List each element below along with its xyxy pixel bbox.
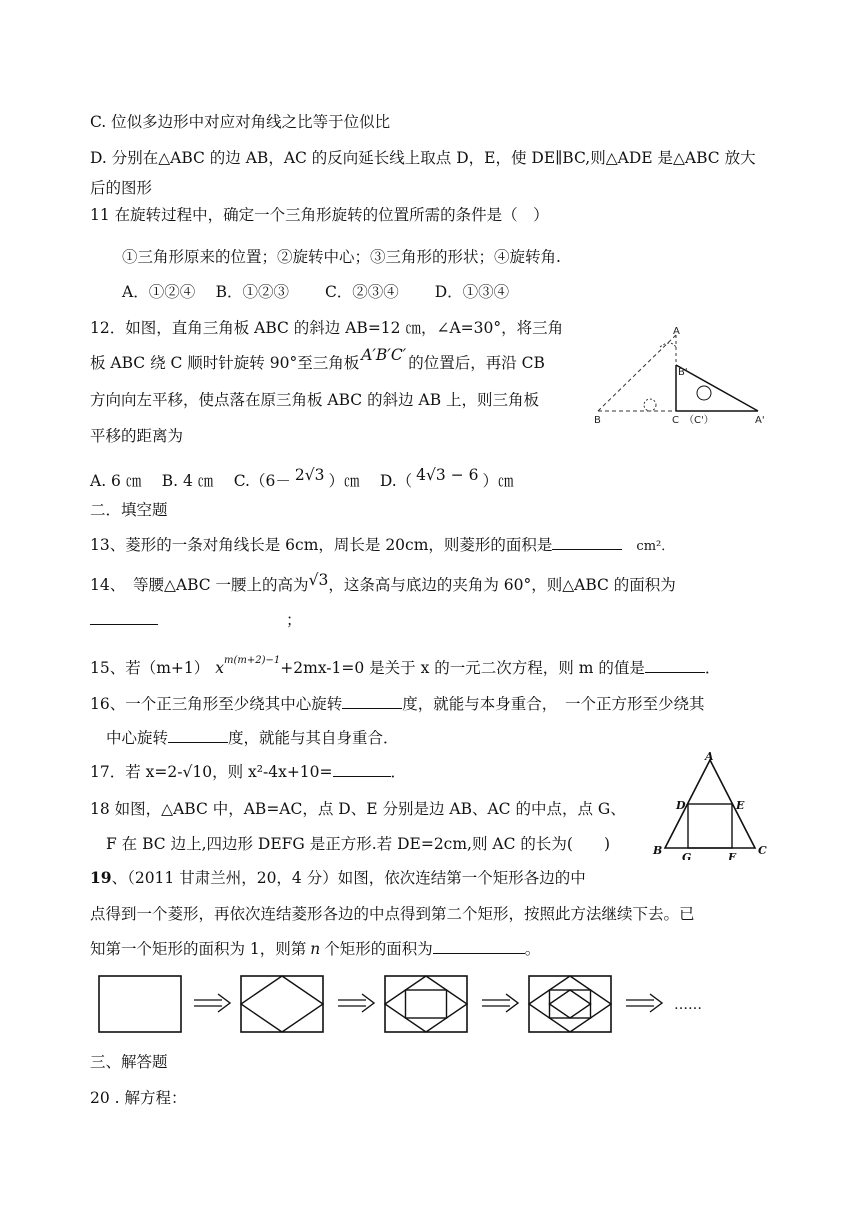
arrow-4: [626, 994, 662, 1012]
question-11: 11 在旋转过程中，确定一个三角形旋转的位置所需的条件是（ ）: [90, 206, 549, 224]
question-12-options: A. 6 ㎝ B. 4 ㎝ C.（6－ 2√3 ）㎝ D.（ 4√3 − 6 ）㎝: [90, 466, 514, 490]
label-d: D: [676, 799, 686, 812]
question-20: 20 . 解方程：: [90, 1089, 187, 1107]
question-18-line2: F 在 BC 边上,四边形 DEFG 是正方形.若 DE=2cm,则 AC 的长为( ): [106, 835, 610, 853]
question-16-line1: 16、一个正三角形至少绕其中心旋转 度，就能与本身重合， 一个正方形至少绕其: [90, 695, 705, 713]
figure-q12-triangles: [590, 325, 775, 427]
label-e: E: [736, 799, 745, 812]
answer-blank[interactable]: [333, 762, 391, 777]
question-16-line2: 中心旋转 度，就能与其自身重合．: [106, 729, 399, 747]
math-a-prime: A′B′C′: [361, 346, 407, 364]
figure-q19-rectangle-sequence: [96, 972, 736, 1036]
question-17: 17．若 x=2-√10，则 x²-4x+10= ．: [90, 763, 407, 781]
answer-blank[interactable]: [168, 728, 228, 743]
label-c: C: [758, 844, 767, 857]
label-f: F: [728, 851, 736, 860]
question-19-line3: 知第一个矩形的面积为 1，则第 n 个矩形的面积为 。: [90, 940, 541, 958]
label-b-prime: B': [678, 367, 688, 378]
label-c-prime: （C'）: [684, 415, 714, 426]
question-14-answer: ；: [90, 610, 302, 630]
answer-blank[interactable]: [90, 610, 158, 625]
question-18-line1: 18 如图，△ABC 中，AB=AC，点 D、E 分别是边 AB、AC 的中点，点 G、: [90, 800, 626, 818]
label-g: G: [682, 851, 692, 860]
arrow-3: [482, 994, 518, 1012]
answer-blank[interactable]: [433, 939, 525, 954]
option-d-line2: 后的图形: [90, 179, 153, 197]
math-4sqrt3-6: 4√3 − 6: [416, 466, 479, 484]
question-14: 14、 等腰△ABC 一腰上的高为√3，这条高与底边的夹角为 60°，则△ABC 的面积为: [90, 571, 676, 594]
question-13: 13、菱形的一条对角线长是 6cm，周长是 20cm，则菱形的面积是 cm²．: [90, 536, 675, 554]
question-12-line1: 12．如图，直角三角板 ABC 的斜边 AB=12 ㎝，∠A=30°，将三角: [90, 319, 564, 337]
arrow-2: [338, 994, 374, 1012]
answer-blank[interactable]: [645, 658, 705, 673]
answer-blank[interactable]: [342, 694, 402, 709]
label-a: A: [705, 750, 714, 763]
label-b: B: [653, 844, 663, 857]
arrow-1: [194, 994, 230, 1012]
answer-blank[interactable]: [552, 535, 622, 550]
math-2sqrt3: 2√3: [294, 466, 325, 484]
question-12-line4: 平移的距离为: [90, 427, 184, 445]
label-a-prime: A': [755, 415, 765, 426]
ellipsis: ……: [674, 997, 702, 1013]
label-a: A: [673, 326, 680, 337]
question-12-line2: 板 ABC 绕 C 顺时针旋转 90°至三角板 A′B′C′ 的位置后，再沿 CB: [90, 346, 545, 372]
section-answer-questions: 三、解答题: [90, 1053, 168, 1071]
question-19-line1: 19、（2011 甘肃兰州，20，4 分）如图，依次连结第一个矩形各边的中: [90, 868, 586, 887]
option-d-line1: D. 分别在△ABC 的边 AB，AC 的反向延长线上取点 D，E，使 DE∥BC,则△ADE 是△ABC 放大: [90, 149, 756, 167]
question-11-items: ①三角形原来的位置；②旋转中心；③三角形的形状；④旋转角.: [122, 248, 561, 266]
question-12-line3: 方向向左平移，使点落在原三角板 ABC 的斜边 AB 上，则三角板: [90, 391, 540, 409]
label-c: C: [672, 415, 679, 426]
question-15: 15、若（m+1） $x^{m(m+2)-1}+2mx-1=0$ 是关于 x 的一元二次方程，则 m 的值是 ．: [90, 655, 721, 678]
question-19-line2: 点得到一个菱形，再依次连结菱形各边的中点得到第二个矩形，按照此方法继续下去。已: [90, 905, 695, 923]
figure-q18-triangle-square: [648, 750, 768, 860]
option-c: C. 位似多边形中对应对角线之比等于位似比: [90, 113, 391, 131]
question-11-options: A．①②④ B．①②③ C．②③④ D．①③④: [122, 283, 510, 301]
section-fill-blanks: 二．填空题: [90, 501, 168, 519]
label-b: B: [594, 415, 601, 426]
